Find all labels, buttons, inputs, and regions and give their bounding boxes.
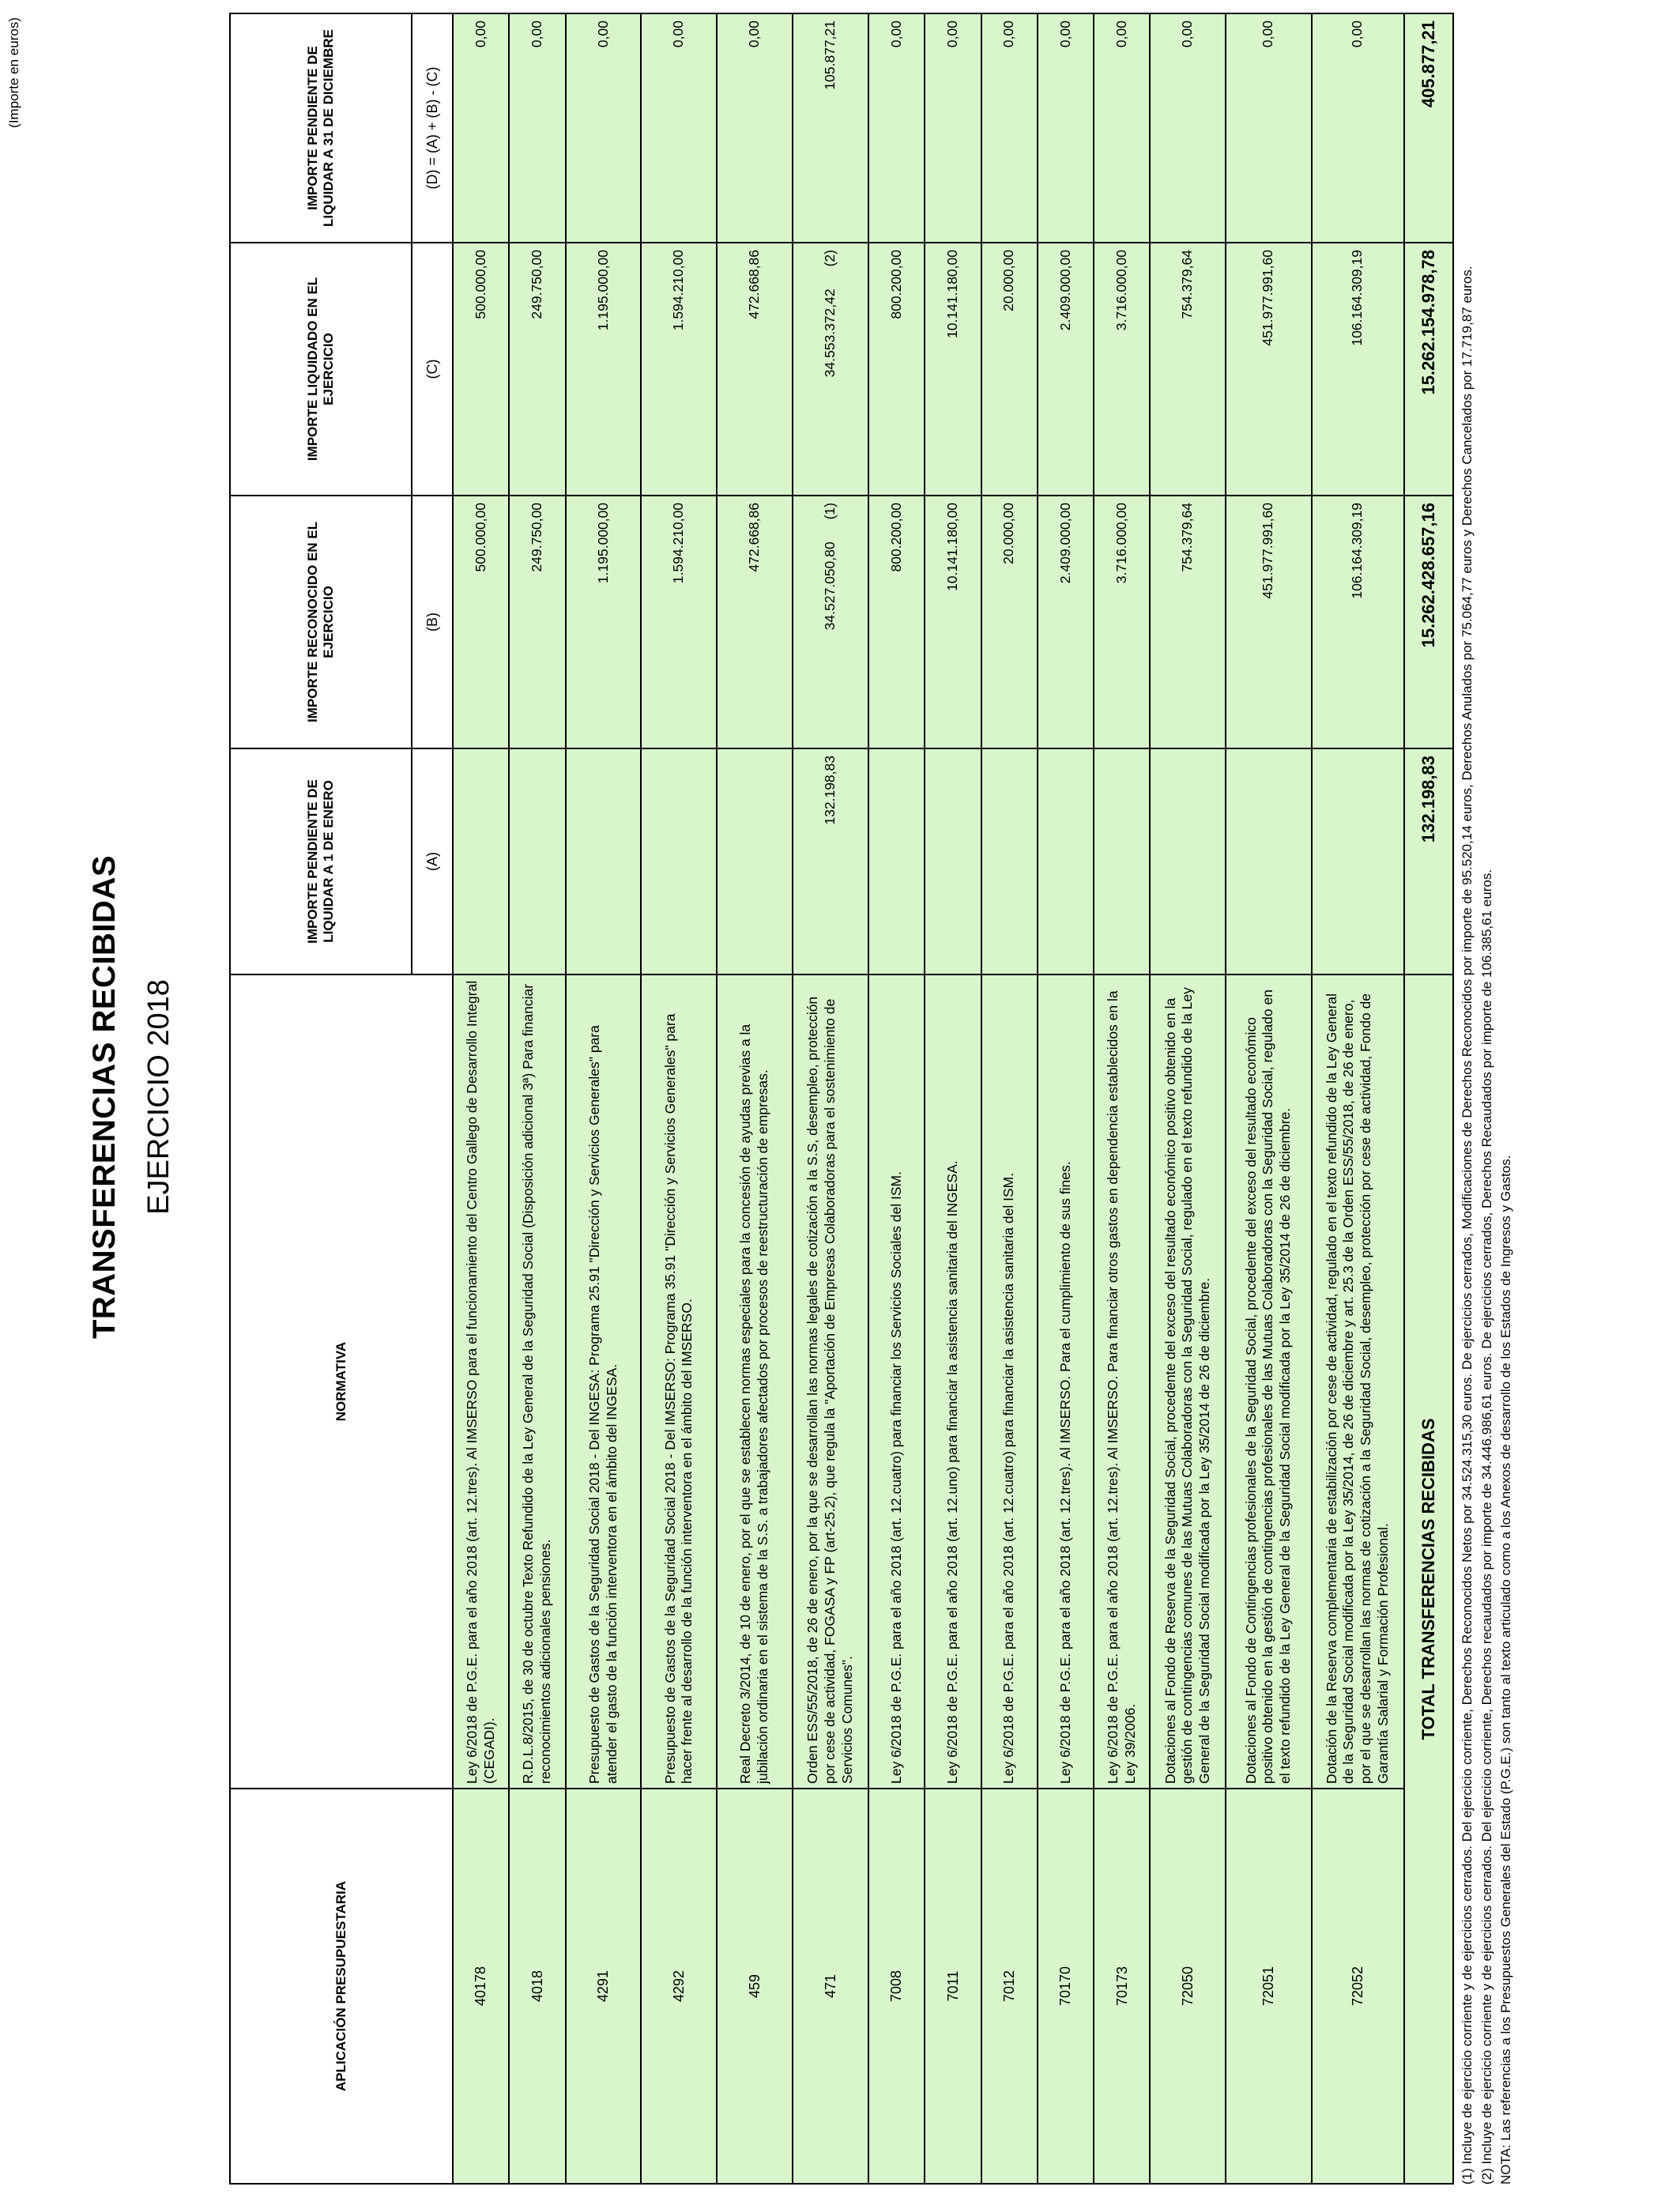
table-row (453, 13, 509, 2184)
col-code-b: (B) (412, 496, 453, 748)
transfers-table (229, 13, 1454, 2185)
total-liquidado: 15.262.154.978,78 (1404, 243, 1453, 496)
col-header-pendiente-fin: IMPORTE PENDIENTE DE LIQUIDAR A 31 DE DICIEMBRE (230, 13, 412, 243)
col-header-aplicacion: APLICACIÓN PRESUPUESTARIA (230, 1789, 453, 2184)
unit-note: (Importe en euros) (6, 17, 21, 128)
cell-aplicacion: 4018 (509, 1789, 565, 2184)
cell-liquidado (925, 243, 981, 496)
cell-reconocido-value: 451.977.991,60 (1260, 503, 1276, 599)
cell-liquidado-value: 472.668,86 (746, 250, 763, 319)
table-row (1038, 13, 1094, 2184)
cell-pendiente-inicio (868, 748, 925, 974)
total-label: TOTAL TRANSFERENCIAS RECIBIDAS (1404, 974, 1453, 2184)
cell-liquidado (641, 243, 717, 496)
cell-aplicacion: 70173 (1094, 1789, 1150, 2184)
cell-pendiente-fin: 0,00 (509, 13, 565, 243)
cell-reconocido (1312, 496, 1405, 748)
cell-pendiente-inicio (1226, 748, 1311, 974)
cell-normativa: Dotaciones al Fondo de Contingencias profesionales de la Seguridad Social, procedente del exceso del resultado económico positivo obtenido en la gestión de contingencias profesionales de las Mutuas Colaboradoras con la Seguridad Social, regulado en el texto refundido de la Ley General de la Seguridad Social modificada por la Ley 35/2014 de 26 de diciembre. (1226, 974, 1311, 1789)
cell-liquidado (453, 243, 509, 496)
cell-reconocido (1150, 496, 1226, 748)
cell-reconocido (717, 496, 793, 748)
cell-normativa: R.D.L.8/2015, de 30 de octubre Texto Refundido de la Ley General de la Seguridad Social (Disposición adicional 3ª) Para financiar reconocimientos adicionales pensiones. (509, 974, 565, 1789)
cell-aplicacion: 4291 (566, 1789, 642, 2184)
cell-pendiente-inicio (1150, 748, 1226, 974)
cell-pendiente-fin: 0,00 (1312, 13, 1405, 243)
table-row (1312, 13, 1405, 2184)
table-row (1226, 13, 1311, 2184)
cell-reconocido-value: 34.527.050,80 (822, 541, 838, 631)
cell-pendiente-inicio (717, 748, 793, 974)
cell-reconocido-value: 106.164.309,19 (1349, 503, 1365, 599)
cell-pendiente-fin: 0,00 (1094, 13, 1150, 243)
cell-pendiente-fin: 0,00 (566, 13, 642, 243)
cell-liquidado (717, 243, 793, 496)
cell-reconocido-value: 10.141.180,00 (944, 503, 961, 591)
cell-pendiente-inicio (1094, 748, 1150, 974)
table-row (981, 13, 1038, 2184)
cell-liquidado-value: 20.000,00 (1000, 250, 1017, 311)
table-row (925, 13, 981, 2184)
cell-reconocido-value: 1.594.210,00 (670, 503, 687, 584)
cell-reconocido (981, 496, 1038, 748)
cell-liquidado-value: 34.553.372,42 (822, 288, 838, 378)
cell-pendiente-inicio (925, 748, 981, 974)
cell-liquidado-value: 106.164.309,19 (1349, 250, 1365, 346)
col-header-pendiente-inicio: IMPORTE PENDIENTE DE LIQUIDAR A 1 DE ENERO (230, 748, 412, 974)
cell-liquidado-value: 1.195.000,00 (594, 250, 611, 331)
cell-liquidado-value: 754.379,64 (1179, 250, 1196, 319)
cell-aplicacion: 471 (793, 1789, 868, 2184)
cell-reconocido (793, 496, 868, 748)
table-row (641, 13, 717, 2184)
cell-pendiente-fin: 0,00 (1226, 13, 1311, 243)
total-reconocido: 15.262.428.657,16 (1404, 496, 1453, 748)
cell-liquidado (1150, 243, 1226, 496)
cell-liquidado-value: 2.409.000,00 (1057, 250, 1073, 331)
cell-aplicacion: 7012 (981, 1789, 1038, 2184)
cell-pendiente-inicio (566, 748, 642, 974)
cell-pendiente-inicio (453, 748, 509, 974)
col-header-normativa: NORMATIVA (230, 974, 453, 1789)
cell-liquidado (566, 243, 642, 496)
cell-liquidado-value: 451.977.991,60 (1260, 250, 1276, 346)
footnote-nota: NOTA: Las referencias a los Presupuestos Generales del Estado (P.G.E.) son tanto al texto articulado como a los Anexos de desarrollo de los Estados de Ingresos y Gastos. (1498, 1155, 1514, 2185)
cell-reconocido-value: 754.379,64 (1179, 503, 1196, 572)
cell-aplicacion: 40178 (453, 1789, 509, 2184)
cell-liquidado-value: 249.750,00 (528, 250, 544, 319)
cell-pendiente-fin: 0,00 (641, 13, 717, 243)
cell-reconocido-value: 472.668,86 (746, 503, 763, 572)
cell-reconocido-value: 3.716.000,00 (1113, 503, 1129, 584)
cell-pendiente-inicio (641, 748, 717, 974)
cell-normativa: Ley 6/2018 de P.G.E. para el año 2018 (art. 12.uno) para financiar la asistencia sanitaria del INGESA. (925, 974, 981, 1789)
col-code-d: (D) = (A) + (B) - (C) (412, 13, 453, 243)
cell-liquidado-value: 500.000,00 (472, 250, 488, 319)
cell-aplicacion: 72050 (1150, 1789, 1226, 2184)
cell-pendiente-inicio (1038, 748, 1094, 974)
footnote-ref: (1) (822, 503, 838, 520)
cell-pendiente-fin: 0,00 (1038, 13, 1094, 243)
cell-normativa: Orden ESS/55/2018, de 26 de enero, por la que se desarrollan las normas legales de cotización a la S.S, desempleo, protección por cese de actividad, FOGASA y FP (art-25.2), que regula la "Aportación de Empresas Colaboradoras para el sostenimiento de Servicios Comunes". (793, 974, 868, 1789)
cell-aplicacion: 70170 (1038, 1789, 1094, 2184)
cell-pendiente-fin: 0,00 (453, 13, 509, 243)
cell-liquidado (509, 243, 565, 496)
col-code-a: (A) (412, 748, 453, 974)
cell-normativa: Ley 6/2018 de P.G.E. para el año 2018 (art. 12.tres). Al IMSERSO. Para el cumplimiento de sus fines. (1038, 974, 1094, 1789)
cell-aplicacion: 4292 (641, 1789, 717, 2184)
cell-liquidado (1226, 243, 1311, 496)
cell-liquidado (1312, 243, 1405, 496)
cell-liquidado (1094, 243, 1150, 496)
cell-liquidado (1038, 243, 1094, 496)
cell-normativa: Presupuesto de Gastos de la Seguridad Social 2018 - Del INGESA: Programa 25.91 "Dirección y Servicios Generales" para atender el gasto de la función interventora en el ámbito del INGESA. (566, 974, 642, 1789)
table-row (509, 13, 565, 2184)
col-header-reconocido: IMPORTE RECONOCIDO EN EL EJERCICIO (230, 496, 412, 748)
cell-reconocido (566, 496, 642, 748)
footnote-ref: (2) (822, 250, 838, 267)
cell-aplicacion: 72052 (1312, 1789, 1405, 2184)
cell-reconocido (509, 496, 565, 748)
cell-pendiente-inicio (509, 748, 565, 974)
cell-reconocido-value: 2.409.000,00 (1057, 503, 1073, 584)
cell-pendiente-fin: 0,00 (1150, 13, 1226, 243)
cell-reconocido (925, 496, 981, 748)
cell-normativa: Dotaciones al Fondo de Reserva de la Seguridad Social, procedente del exceso del resultado económico positivo obtenido en la gestión de contingencias comunes de las Mutuas Colaboradoras con la Seguridad Social, regulado en el texto refundido de la Ley General de la Seguridad Social modificada por la Ley 35/2014 de 26 de diciembre. (1150, 974, 1226, 1789)
col-header-liquidado: IMPORTE LIQUIDADO EN EL EJERCICIO (230, 243, 412, 496)
table-row (868, 13, 925, 2184)
total-pendiente-fin: 405.877,21 (1404, 13, 1453, 243)
cell-pendiente-fin: 0,00 (925, 13, 981, 243)
table-body (453, 13, 1404, 2184)
cell-reconocido (868, 496, 925, 748)
cell-reconocido (1226, 496, 1311, 748)
footnote-2: (2) Incluye de ejercicio corriente y de ejercicios cerrados. Del ejercicio corriente, Derechos recaudados por importe de 34.446.986,61 euros. De ejercicios cerrados, Derechos Recaudados por importe de 106.385,61 euros. (1478, 869, 1494, 2185)
cell-aplicacion: 7011 (925, 1789, 981, 2184)
table-row (793, 13, 868, 2184)
cell-normativa: Real Decreto 3/2014, de 10 de enero, por el que se establecen normas especiales para la concesión de ayudas previas a la jubilación ordinaria en el sistema de la S.S. a trabajadores afectados por procesos de reestructuración de empresas. (717, 974, 793, 1789)
cell-reconocido-value: 249.750,00 (528, 503, 544, 572)
cell-pendiente-fin: 0,00 (981, 13, 1038, 243)
table-row (566, 13, 642, 2184)
cell-normativa: Ley 6/2018 de P.G.E. para el año 2018 (art. 12.cuatro) para financiar la asistencia sanitaria del ISM. (981, 974, 1038, 1789)
cell-normativa: Ley 6/2018 de P.G.E. para el año 2018 (art. 12.tres). Al IMSERSO. Para financiar otros gastos en dependencia establecidos en la Ley 39/2006. (1094, 974, 1150, 1789)
col-code-c: (C) (412, 243, 453, 496)
cell-reconocido-value: 1.195.000,00 (594, 503, 611, 584)
table-row (717, 13, 793, 2184)
cell-pendiente-inicio (1312, 748, 1405, 974)
cell-normativa: Dotación de la Reserva complementaria de estabilización por cese de actividad, regulado en el texto refundido de la Ley General de la Seguridad Social modificada por la Ley 35/2014, de 26 de diciembre y art. 25.3 de la Orden ESS/55/2018, de 26 de enero, por el que se desarrollan las normas de cotización a la Seguridad Social, desempleo, protección por cese de actividad, Fondo de Garantía Salarial y Formación Profesional. (1312, 974, 1405, 1789)
cell-aplicacion: 72051 (1226, 1789, 1311, 2184)
cell-normativa: Presupuesto de Gastos de la Seguridad Social 2018 - Del IMSERSO: Programa 35.91 "Dirección y Servicios Generales" para hacer frente al desarrollo de la función interventora en el ámbito del IMSERSO. (641, 974, 717, 1789)
cell-aplicacion: 7008 (868, 1789, 925, 2184)
cell-pendiente-inicio: 132.198,83 (793, 748, 868, 974)
footnotes (1458, 19, 1516, 2185)
cell-liquidado-value: 800.200,00 (887, 250, 904, 319)
cell-reconocido (641, 496, 717, 748)
cell-pendiente-fin: 0,00 (868, 13, 925, 243)
total-pendiente-inicio: 132.198,83 (1404, 748, 1453, 974)
cell-pendiente-fin: 0,00 (717, 13, 793, 243)
cell-liquidado (981, 243, 1038, 496)
page-title: TRANSFERENCIAS RECIBIDAS (87, 854, 122, 1340)
cell-liquidado-value: 3.716.000,00 (1113, 250, 1129, 331)
footnote-1: (1) Incluye de ejercicio corriente y de ejercicios cerrados. Del ejercicio corriente, Derechos Reconocidos Netos por 34.524.315,30 euros. De ejercicios cerrados, Modificaciones de Derechos Reconocidos por importe de 95.520,14 euros, Derechos Anulados por 75.064,77 euros y Derechos Cancelados por 17.719,87 euros. (1460, 266, 1475, 2185)
table-row (1094, 13, 1150, 2184)
cell-pendiente-inicio (981, 748, 1038, 974)
cell-liquidado (868, 243, 925, 496)
cell-liquidado-value: 10.141.180,00 (944, 250, 961, 338)
table-row (1150, 13, 1226, 2184)
cell-liquidado (793, 243, 868, 496)
cell-reconocido-value: 20.000,00 (1000, 503, 1017, 564)
cell-liquidado-value: 1.594.210,00 (670, 250, 687, 331)
cell-normativa: Ley 6/2018 de P.G.E. para el año 2018 (art. 12.cuatro) para financiar los Servicios Sociales del ISM. (868, 974, 925, 1789)
page-subtitle: EJERCICIO 2018 (142, 979, 175, 1215)
cell-pendiente-fin: 105.877,21 (793, 13, 868, 243)
cell-reconocido (1094, 496, 1150, 748)
cell-aplicacion: 459 (717, 1789, 793, 2184)
cell-reconocido-value: 800.200,00 (887, 503, 904, 572)
cell-reconocido (453, 496, 509, 748)
cell-reconocido (1038, 496, 1094, 748)
cell-normativa: Ley 6/2018 de P.G.E. para el año 2018 (art. 12.tres). Al IMSERSO para el funcionamiento del Centro Gallego de Desarrollo Integral (CEGADI). (453, 974, 509, 1789)
cell-reconocido-value: 500.000,00 (472, 503, 488, 572)
